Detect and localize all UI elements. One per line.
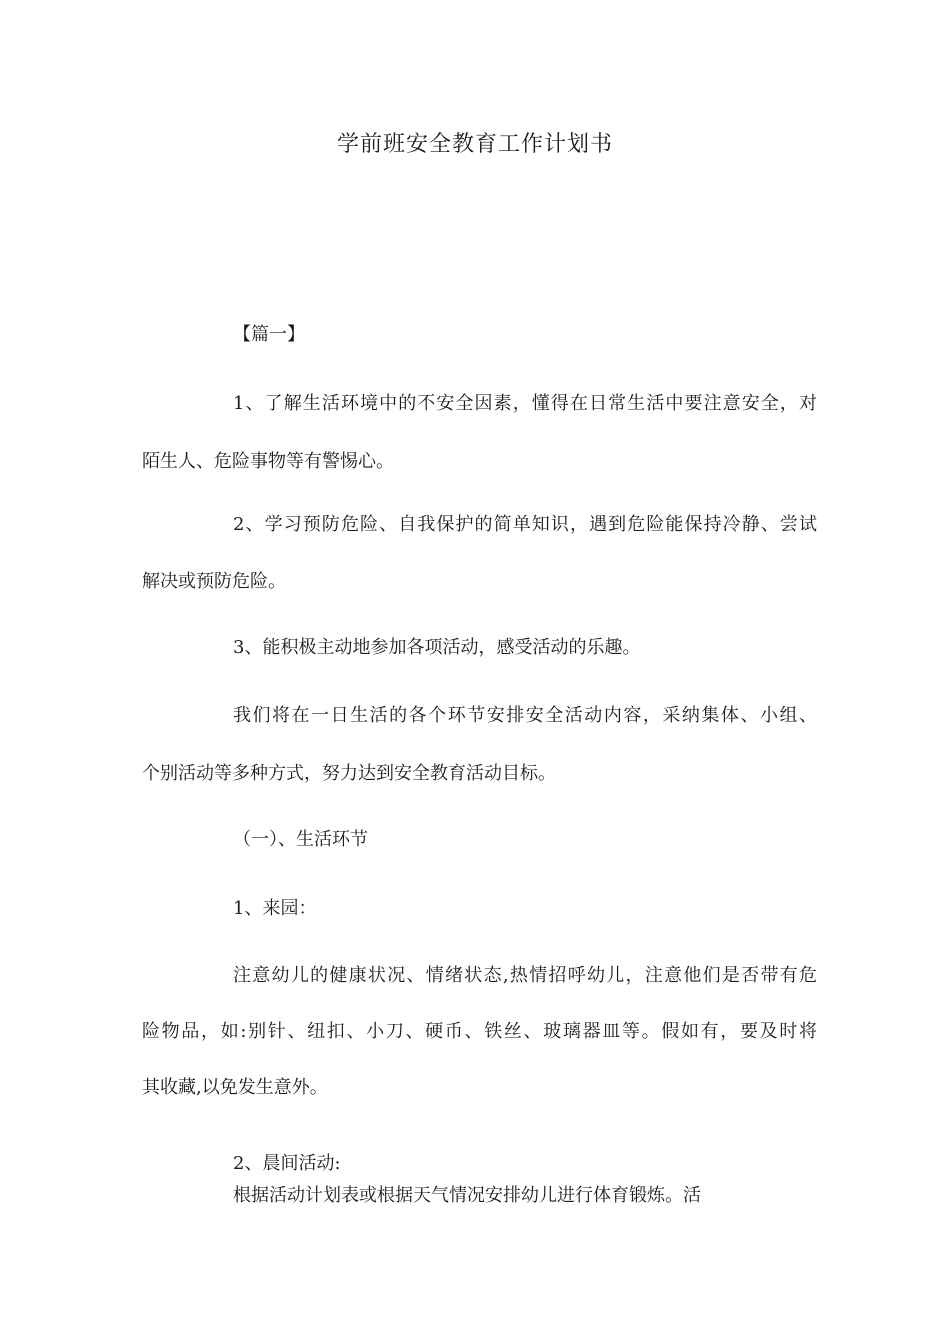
goal-1-line-1: 1、了解生活环境中的不安全因素，懂得在日常生活中要注意安全，对 [233,393,817,414]
goal-2-line-1: 2、学习预防危险、自我保护的简单知识，遇到危险能保持冷静、尝试 [233,514,817,535]
section-marker: 【篇一】 [233,324,305,345]
goal-2-line-2: 解决或预防危险。 [142,571,286,592]
item-1-line-1: 注意幼儿的健康状况、情绪状态,热情招呼幼儿，注意他们是否带有危 [233,965,817,986]
plan-line-2: 个别活动等多种方式，努力达到安全教育活动目标。 [142,763,556,784]
item-2-heading: 2、晨间活动: [233,1153,341,1174]
item-1-line-3: 其收藏,以免发生意外。 [142,1077,328,1098]
goal-1-line-2: 陌生人、危险事物等有警惕心。 [142,451,394,472]
goal-3-line-1: 3、能积极主动地参加各项活动，感受活动的乐趣。 [233,637,641,658]
item-1-heading: 1、来园： [233,898,317,919]
document-title: 学前班安全教育工作计划书 [336,132,613,157]
plan-line-1: 我们将在一日生活的各个环节安排安全活动内容，采纳集体、小组、 [233,705,817,726]
item-1-line-2: 险物品，如:别针、纽扣、小刀、硬币、铁丝、玻璃器皿等。假如有，要及时将 [142,1021,817,1042]
subsection-heading: （一）、生活环节 [233,829,368,850]
item-2-line-1: 根据活动计划表或根据天气情况安排幼儿进行体育锻炼。活 [233,1185,701,1206]
